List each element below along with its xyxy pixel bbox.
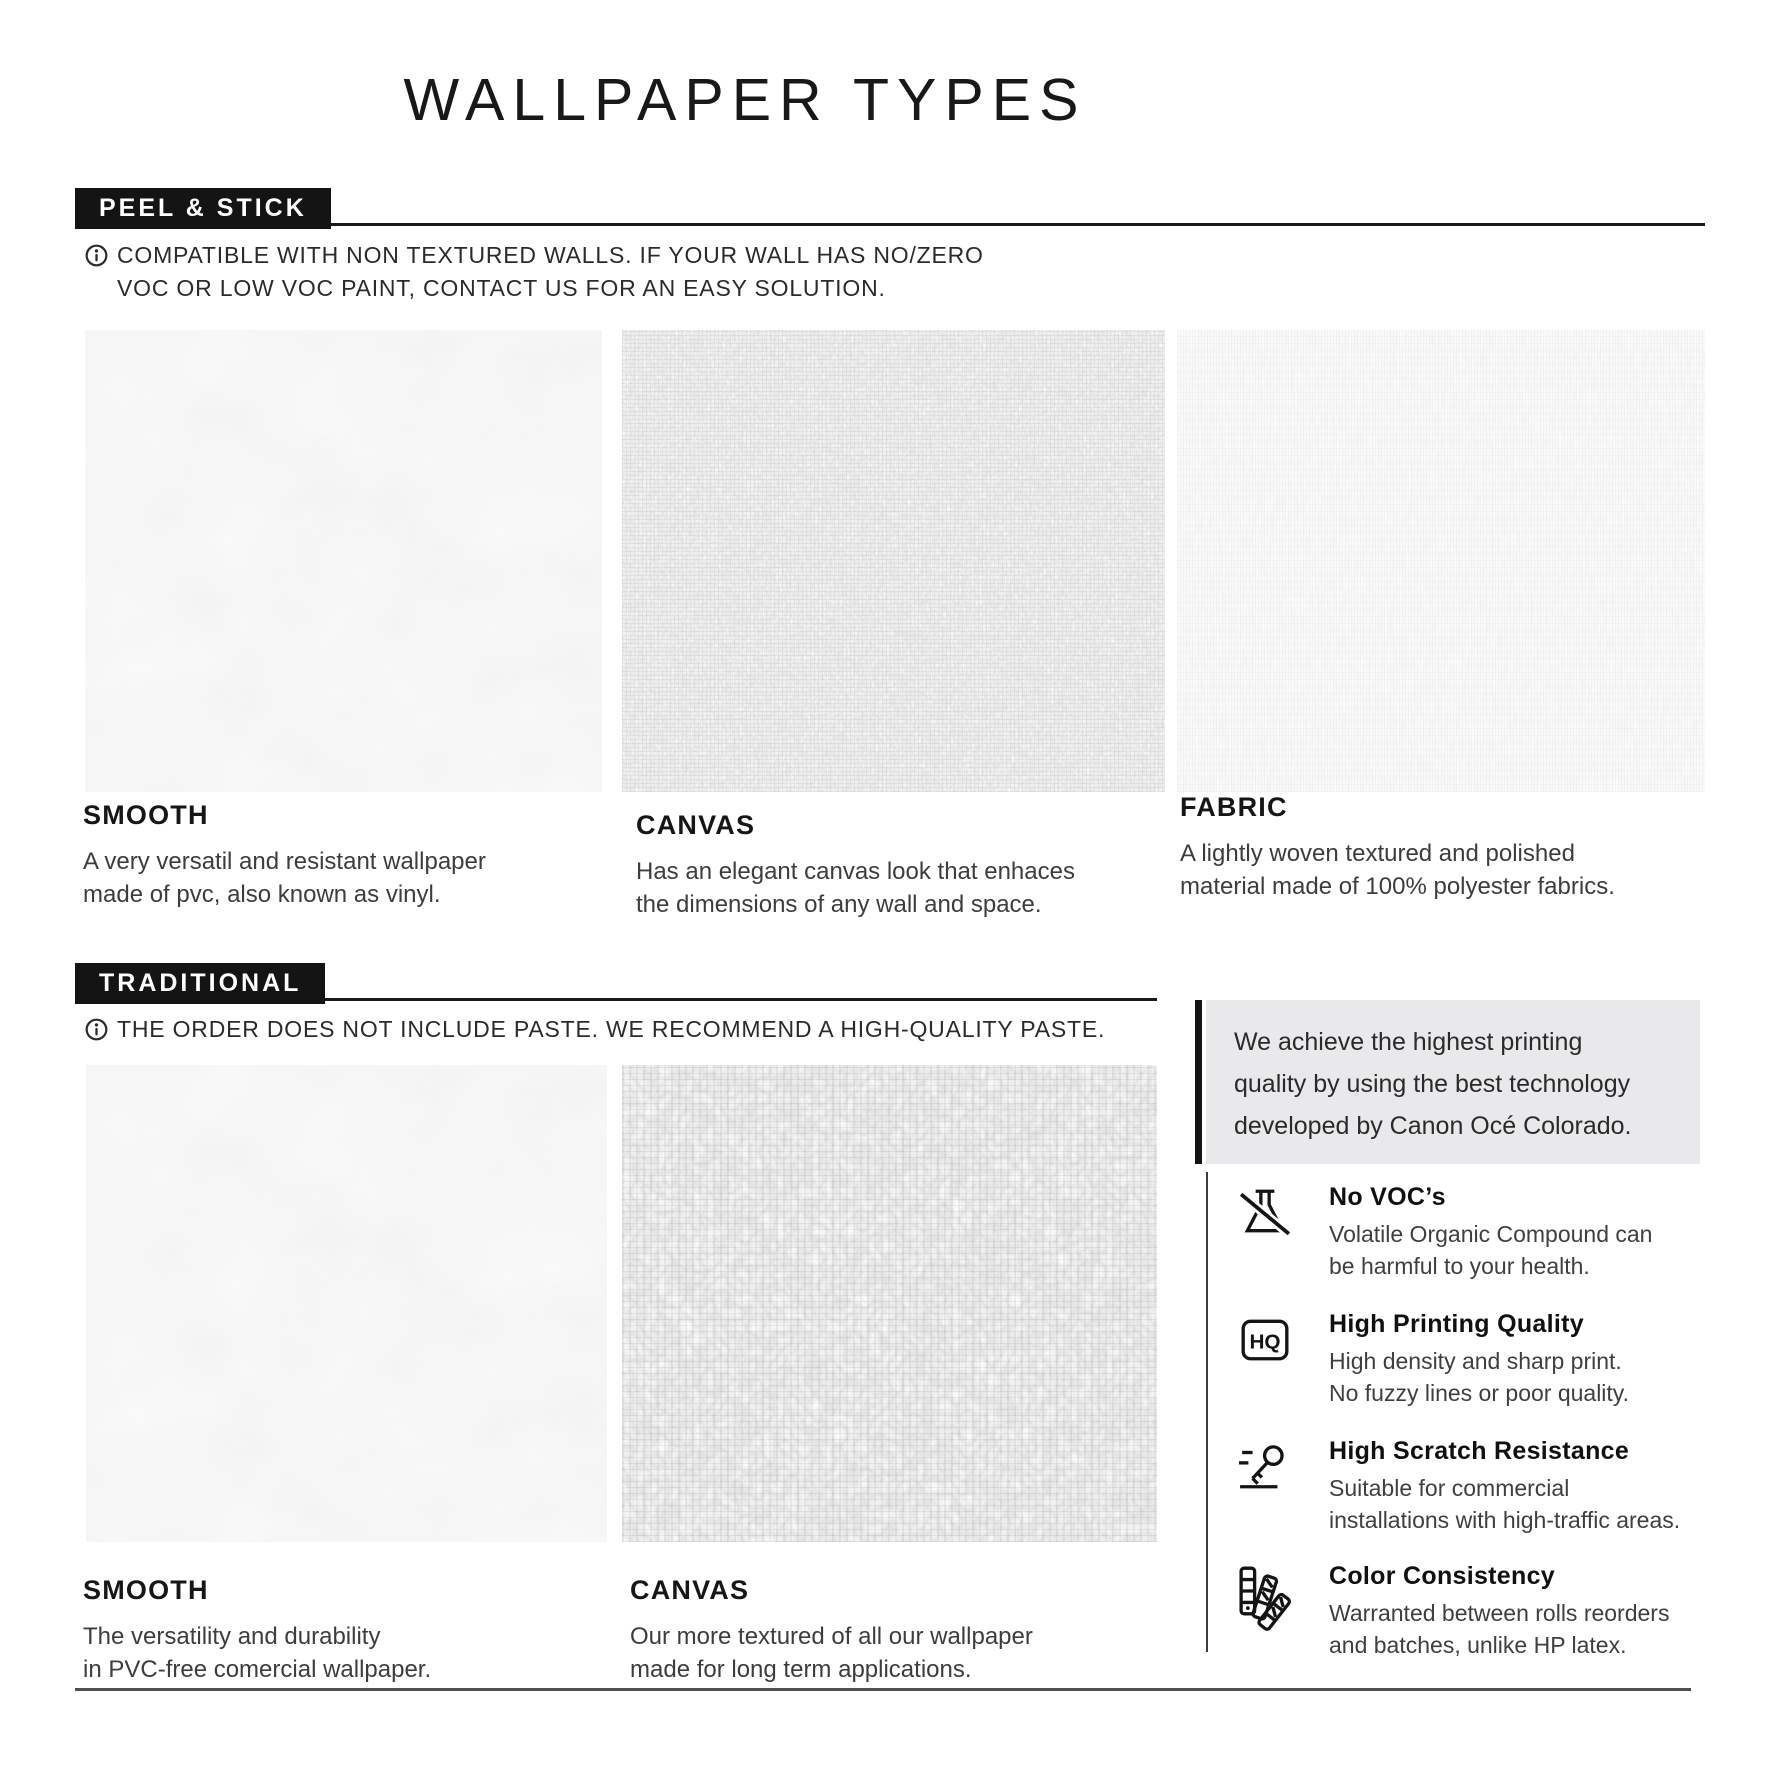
peel-stick-note-line2: VOC OR LOW VOC PAINT, CONTACT US FOR AN EASY SOLUTION. [117,275,886,301]
desc-line: material made of 100% polyester fabrics. [1180,873,1615,900]
swatch-traditional-smooth [86,1065,607,1542]
desc-line: made of pvc, also known as vinyl. [83,881,441,908]
note-text: THE ORDER DOES NOT INCLUDE PASTE. WE RECOMMEND A HIGH-QUALITY PASTE. [117,1016,1106,1042]
swatch-peel-fabric [1177,330,1705,792]
peel-stick-badge: PEEL & STICK [75,188,331,229]
callout-line: We achieve the highest printing [1234,1028,1583,1056]
feature-high-printing-quality [1238,1310,1629,1409]
desc-line: Suitable for commercial [1329,1475,1570,1501]
desc-line: in PVC-free comercial wallpaper. [83,1656,432,1683]
hq-badge-icon [1238,1312,1292,1366]
smooth-texture-image [85,330,602,792]
note-text: COMPATIBLE WITH NON TEXTURED WALLS. IF YOUR WALL HAS NO/ZERO [117,242,984,268]
desc-line: and batches, unlike HP latex. [1329,1632,1627,1658]
fabric-weave-overlay [1177,330,1705,792]
feature-color-consistency [1238,1562,1669,1661]
callout-line: quality by using the best technology [1234,1070,1631,1098]
printing-quality-callout [1206,1000,1700,1164]
desc-line: A very versatil and resistant wallpaper [83,848,486,875]
peel-fabric-column [1180,792,1615,903]
desc-line: Our more textured of all our wallpaper [630,1623,1033,1650]
canvas-weave-overlay [622,330,1165,792]
rough-weave-overlay [622,1065,1157,1542]
scratched-key-icon [1238,1439,1292,1493]
swatch-traditional-canvas [622,1065,1157,1542]
feature-text [1329,1437,1680,1536]
features-divider-line [1206,1172,1208,1652]
peel-fabric-desc [1180,837,1615,903]
feature-desc [1329,1218,1652,1282]
peel-canvas-column [636,810,1075,921]
desc-line: No fuzzy lines or poor quality. [1329,1380,1629,1406]
color-swatchbook-icon [1238,1564,1292,1618]
feature-title: Color Consistency [1329,1562,1555,1590]
smooth-texture-image [86,1065,607,1542]
callout-line: developed by Canon Océ Colorado. [1234,1112,1632,1140]
peel-smooth-column [83,800,486,911]
peel-canvas-label: CANVAS [636,810,756,840]
hq-icon-label: HQ [1249,1330,1281,1354]
feature-text [1329,1562,1669,1661]
feature-text [1329,1183,1652,1282]
feature-desc [1329,1597,1669,1661]
feature-title: High Scratch Resistance [1329,1437,1630,1465]
traditional-smooth-column [83,1575,431,1686]
traditional-badge: TRADITIONAL [75,963,325,1004]
traditional-canvas-desc [630,1620,1033,1686]
desc-line: High density and sharp print. [1329,1348,1622,1374]
desc-line: the dimensions of any wall and space. [636,891,1042,918]
desc-line: Volatile Organic Compound can [1329,1221,1653,1247]
swatch-peel-canvas [622,330,1165,792]
desc-line: Warranted between rolls reorders [1329,1600,1670,1626]
peel-canvas-desc [636,855,1075,921]
traditional-note [85,1016,1105,1043]
feature-high-scratch-resistance [1238,1437,1680,1536]
feature-desc [1329,1345,1629,1409]
feature-title: No VOC’s [1329,1183,1446,1211]
bottom-rule [75,1688,1691,1691]
peel-fabric-label: FABRIC [1180,792,1288,822]
traditional-canvas-column [630,1575,1033,1686]
callout-accent-bar [1195,1000,1202,1164]
feature-desc [1329,1472,1680,1536]
desc-line: made for long term applications. [630,1656,972,1683]
desc-line: installations with high-traffic areas. [1329,1507,1681,1533]
peel-smooth-label: SMOOTH [83,800,209,830]
desc-line: Has an elegant canvas look that enhaces [636,858,1075,885]
info-icon [85,244,108,267]
peel-smooth-desc [83,845,486,911]
desc-line: be harmful to your health. [1329,1253,1590,1279]
swatch-peel-smooth [85,330,602,792]
peel-stick-note-line1 [85,242,984,269]
info-icon [85,1018,108,1041]
traditional-smooth-desc [83,1620,431,1686]
page-title: WALLPAPER TYPES [403,67,1087,133]
desc-line: The versatility and durability [83,1623,381,1650]
feature-text [1329,1310,1629,1409]
desc-line: A lightly woven textured and polished [1180,840,1575,867]
traditional-canvas-label: CANVAS [630,1575,750,1605]
feature-no-voc [1238,1183,1652,1282]
traditional-smooth-label: SMOOTH [83,1575,209,1605]
feature-title: High Printing Quality [1329,1310,1584,1338]
flask-crossed-icon [1238,1185,1292,1239]
